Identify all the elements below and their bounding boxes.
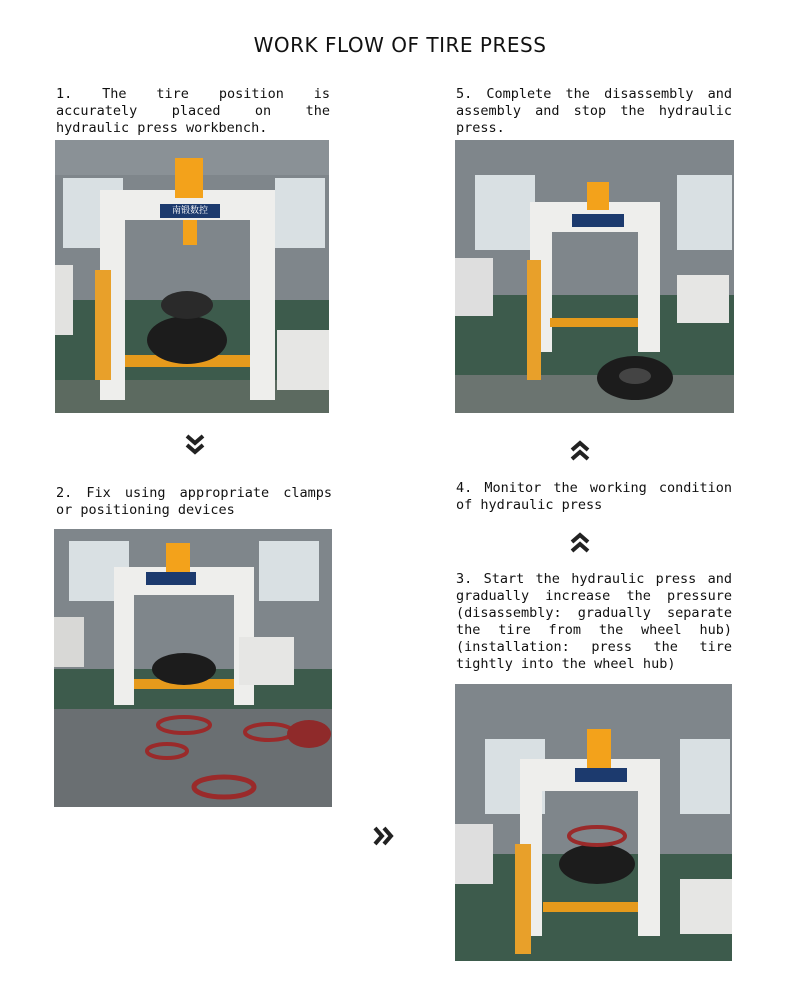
chevron-double-up-icon — [566, 436, 594, 464]
step-2-text: 2. Fix using appropriate clamps or positioning devices — [56, 485, 332, 518]
step-3-photo — [455, 684, 732, 961]
step-2-photo — [54, 529, 332, 807]
chevron-double-right-icon — [370, 822, 398, 850]
step-3-text: 3. Start the hydraulic press and gradually increase the pressure (disassembly: gradually separate the tire from the wheel hub) (installation: press the tire tightly into the wheel hub) — [456, 571, 732, 672]
page-title: WORK FLOW OF TIRE PRESS — [253, 33, 547, 57]
step-1-photo — [55, 140, 329, 413]
chevron-double-up-icon — [566, 528, 594, 556]
step-4-text: 4. Monitor the working condition of hydraulic press — [456, 480, 732, 513]
step-5-photo — [455, 140, 734, 413]
chevron-double-down-icon — [181, 431, 209, 459]
step-1-text: 1. The tire position is accurately placed on the hydraulic press workbench. — [56, 86, 330, 136]
press-logo: 南锻数控 — [171, 206, 208, 216]
step-5-text: 5. Complete the disassembly and assembly and stop the hydraulic press. — [456, 86, 732, 136]
